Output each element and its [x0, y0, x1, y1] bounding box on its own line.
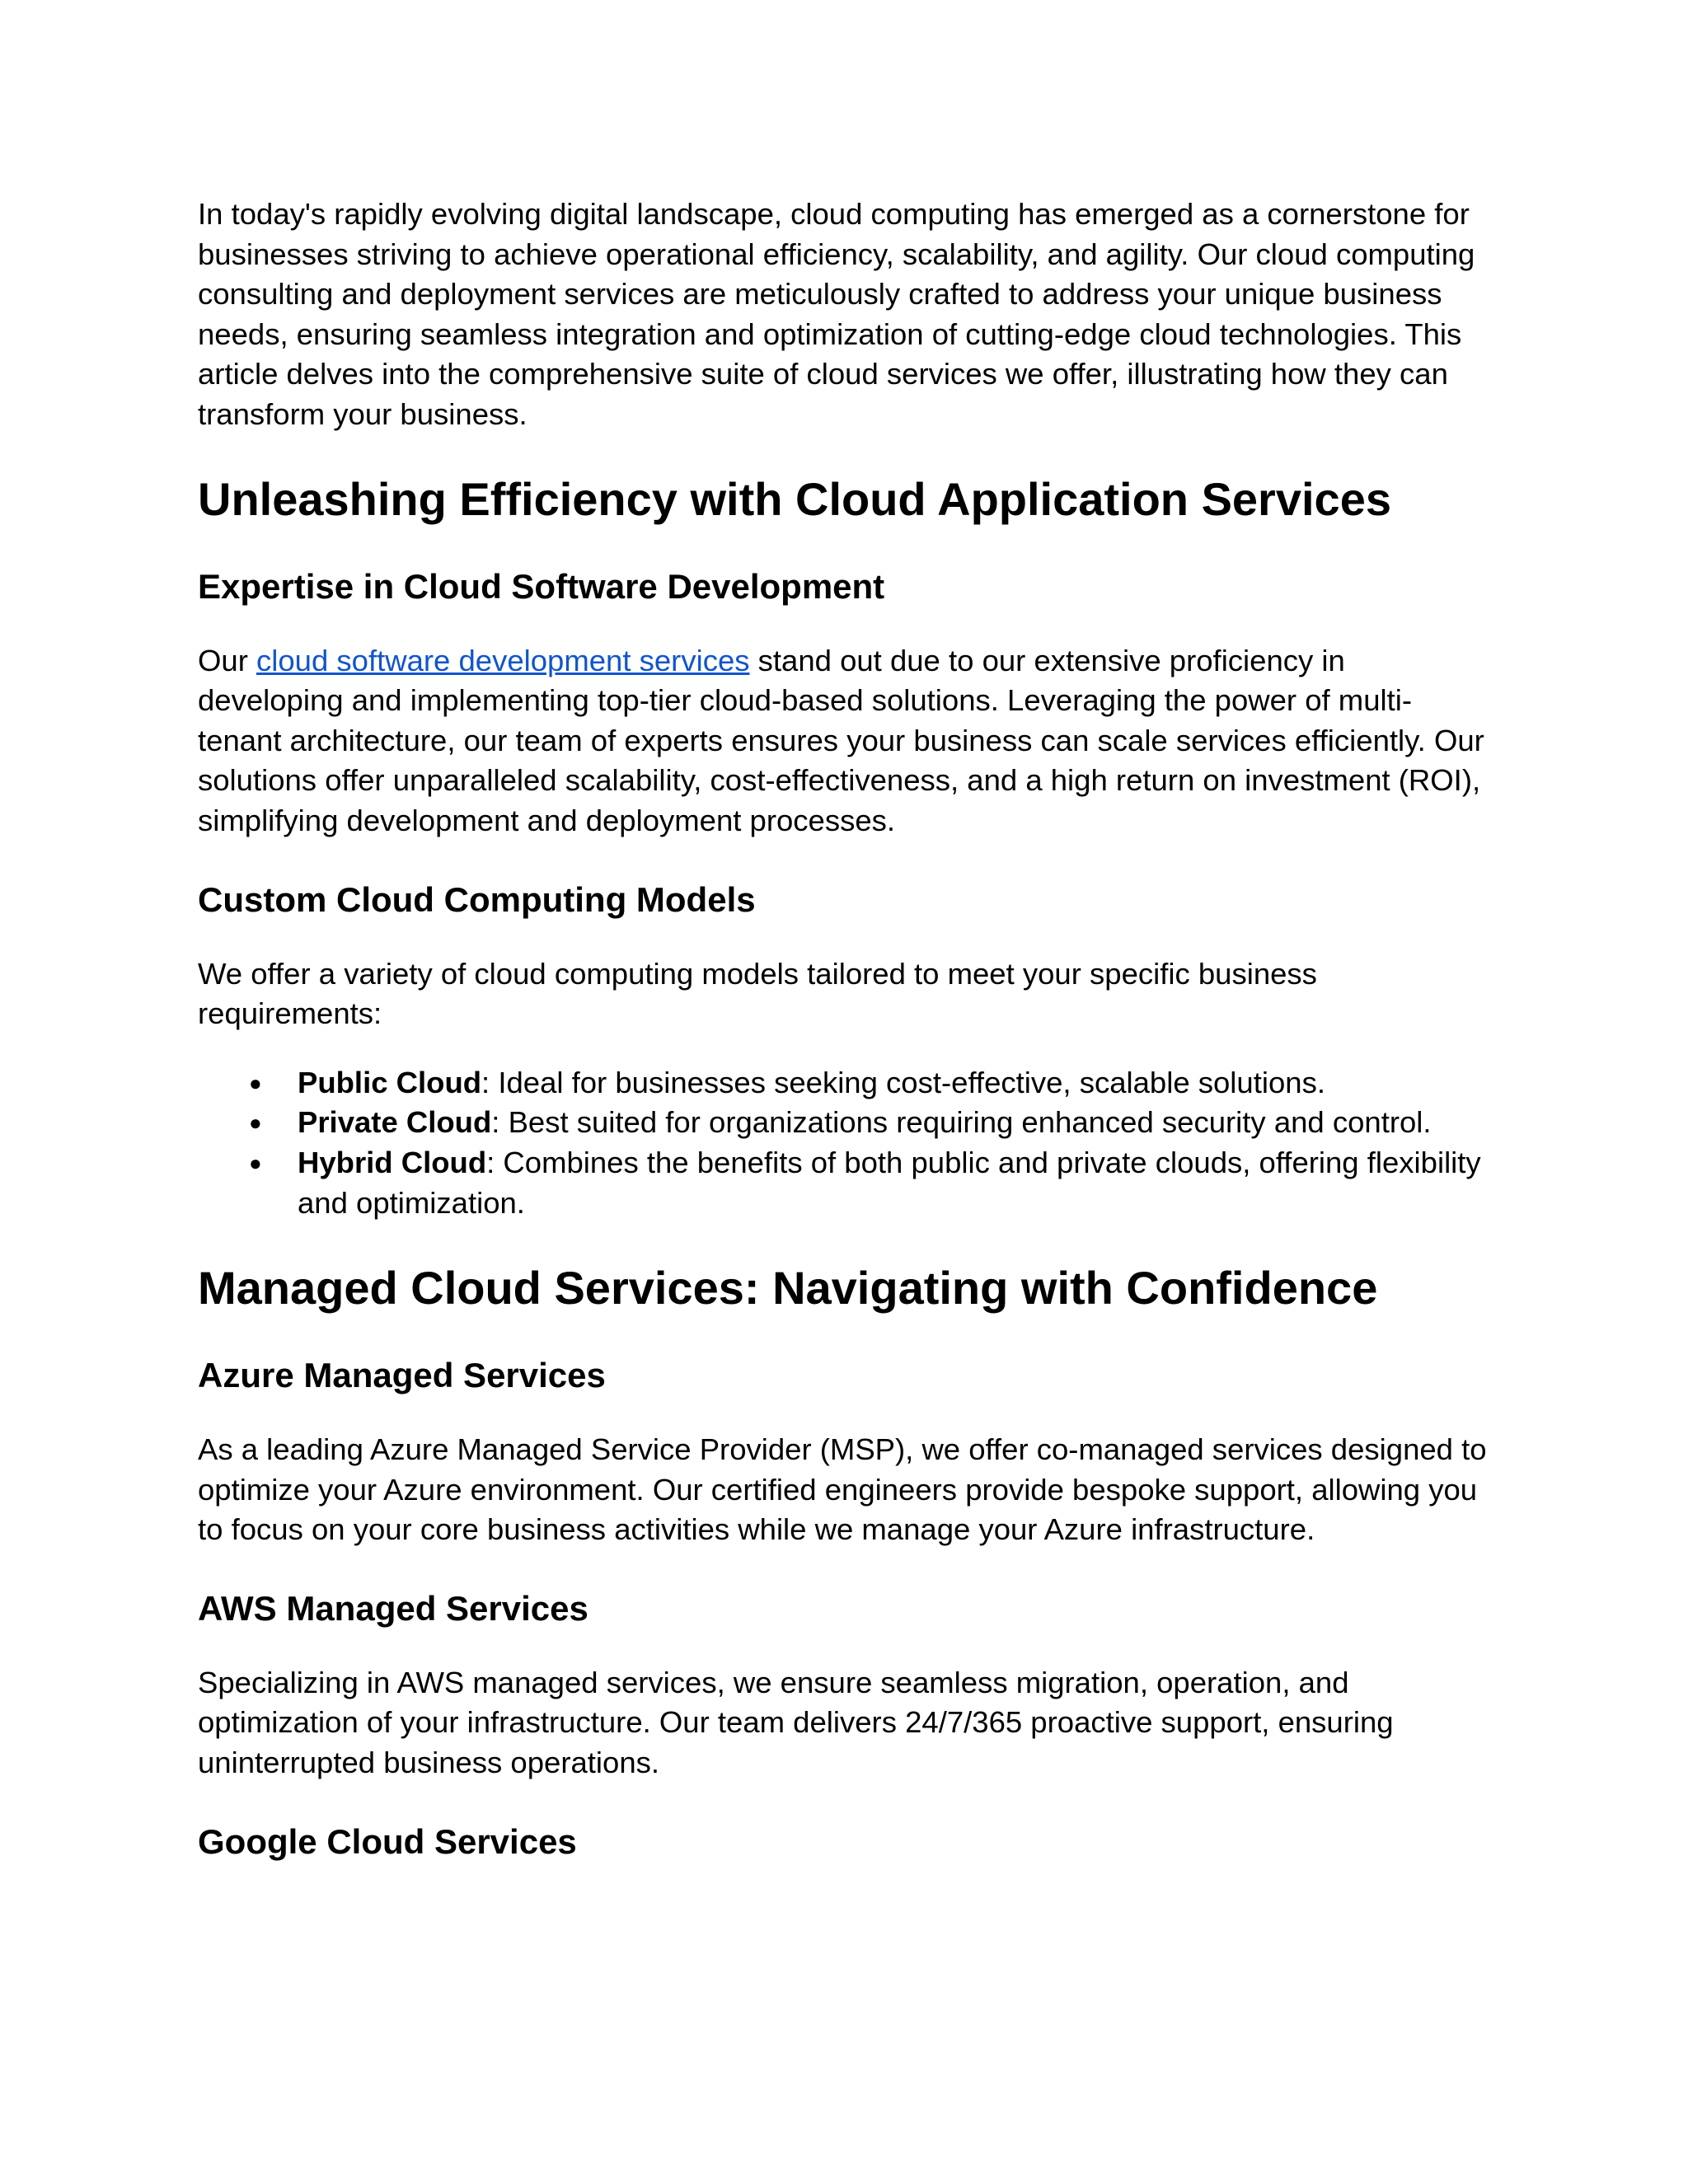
- list-item-desc: : Best suited for organizations requiring enhanced security and control.: [491, 1105, 1432, 1140]
- intro-paragraph: In today's rapidly evolving digital landscape, cloud computing has emerged as a cornerstone for businesses striving to achieve operational efficiency, scalability, and agility. Our cloud computing consulting and deployment services are meticulously crafted to address your unique business needs, ensuring seamless integration and optimization of cutting-edge cloud technologies. This article delves into the comprehensive suite of cloud services we offer, illustrating how they can transform your business.: [198, 197, 1475, 431]
- heading-custom-cloud-models: Custom Cloud Computing Models: [198, 879, 756, 919]
- heading-azure-managed-services: Azure Managed Services: [198, 1356, 606, 1395]
- expertise-text-before-link: Our: [198, 643, 256, 677]
- list-item-desc: : Combines the benefits of both public and private clouds, offering flexibility and optimization.: [298, 1145, 1481, 1220]
- aws-paragraph: Specializing in AWS managed services, we ensure seamless migration, operation, and optimization of your infrastructure. Our team delivers 24/7/365 proactive support, ensuring uninterrupted business operations.: [198, 1665, 1394, 1780]
- heading-expertise-cloud-software: Expertise in Cloud Software Development: [198, 566, 885, 606]
- bullet-icon: ●: [249, 1150, 262, 1175]
- list-item-term: Public Cloud: [298, 1065, 482, 1099]
- heading-managed-cloud-services: Managed Cloud Services: Navigating with Confidence: [198, 1262, 1378, 1315]
- document-page: [198, 194, 1492, 1863]
- bullet-icon: ●: [249, 1070, 262, 1095]
- cloud-models-list: [198, 1063, 1492, 1223]
- cloud-software-development-link[interactable]: cloud software development services: [256, 643, 750, 677]
- heading-aws-managed-services: AWS Managed Services: [198, 1588, 588, 1628]
- list-item-desc: : Ideal for businesses seeking cost-effective, scalable solutions.: [481, 1065, 1325, 1099]
- list-item-term: Private Cloud: [298, 1105, 492, 1140]
- heading-cloud-application-services: Unleashing Efficiency with Cloud Application Services: [198, 472, 1391, 525]
- list-item-term: Hybrid Cloud: [298, 1145, 487, 1179]
- list-item-private-cloud: [198, 1103, 1492, 1143]
- custom-models-paragraph: We offer a variety of cloud computing models tailored to meet your specific business requirements:: [198, 956, 1317, 1031]
- list-item-public-cloud: [198, 1063, 1492, 1104]
- azure-paragraph: As a leading Azure Managed Service Provider (MSP), we offer co-managed services designed to optimize your Azure environment. Our certified engineers provide bespoke support, allowing you to focus on your core business activities while we manage your Azure infrastructure.: [198, 1432, 1487, 1547]
- heading-google-cloud-services: Google Cloud Services: [198, 1821, 577, 1861]
- expertise-paragraph: [198, 641, 1492, 841]
- bullet-icon: ●: [249, 1110, 262, 1136]
- list-item-hybrid-cloud: [198, 1143, 1492, 1223]
- expertise-text-after-link: stand out due to our extensive proficiency in developing and implementing top-tier cloud-based solutions. Leveraging the power of multi-tenant architecture, our team of experts ensures your business can scale services efficiently. Our solutions offer unparalleled scalability, cost-effectiveness, and a high return on investment (ROI), simplifying development and deployment processes.: [198, 643, 1484, 837]
